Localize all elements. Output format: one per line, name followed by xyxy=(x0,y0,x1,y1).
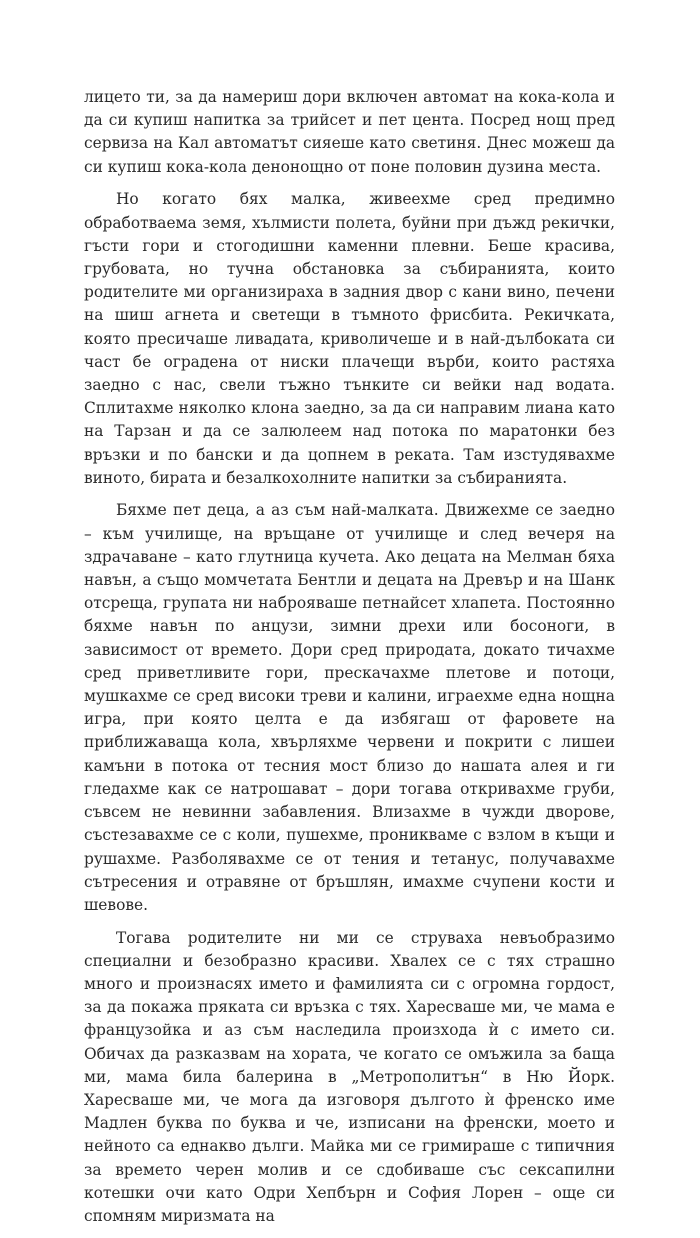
paragraph-2: Но когато бях малка, живеехме сред предимно обработваема земя, хълмисти полета, буйни при дъжд рекички, гъсти гори и стогодишни каменни плевни. Беше красива, грубовата, но тучна обстановка за събиранията, които родителите ми организираха в задния двор с кани вино, печени на шиш агнета и светещи в тъмното фрисбита. Рекичката, която пресичаше ливадата, криволичеше и в най-дълбоката си част бе оградена от ниски плачещи върби, които растяха заедно с нас, свели тъжно тънките си вейки над водата. Сплитахме няколко клона заедно, за да си направим лиана като на Тарзан и да се залюлеем над потока по маратонки без връзки и по бански и да цопнем в реката. Там изстудявахме виното, бирата и безалкохолните напитки за събиранията. xyxy=(84,190,615,487)
paragraph-4: Тогава родителите ни ми се струваха невъобразимо специални и безобразно красиви. Хвалех се с тях страшно много и произнасях името и фамилията си с огромна гордост, за да покажа пряката си връзка с тях. Харесваше ми, че мама е французойка и аз съм наследила произхода ѝ с името си. Обичах да разказвам на хората, че когато се омъжила за баща ми, мама била балерина в „Метрополитън“ в Ню Йорк. Харесваше ми, че мога да изговоря дългото ѝ френско име Мадлен буква по буква и че, изписани на френски, моето и нейното са еднакво дълги. Майка ми се гримираше с типичния за времето черен молив и се сдобиваше със сексапилни котешки очи като Одри Хепбърн и София Лорен – още си спомням миризмата на xyxy=(84,928,615,1226)
paragraph-3: Бяхме пет деца, а аз съм най-малката. Движехме се заедно – към училище, на връщане от училище и след вечеря на здрачаване – като глутница кучета. Ако децата на Мелман бяха навън, а също момчетата Бентли и децата на Древър и на Шанк отсреща, групата ни наброяваше петнайсет хлапета. Постоянно бяхме навън по анцузи, зимни дрехи или босоноги, в зависимост от времето. Дори сред природата, докато тичахме сред приветливите гори, прескачахме плетове и потоци, мушкахме се сред високи треви и калини, играехме една нощна игра, при която целта е да избягаш от фаровете на приближаваща кола, хвърляхме червени и покрити с лишеи камъни в потока от тесния мост близо до нашата алея и ги гледахме как се натрошават – дори тогава откривахме груби, съвсем не невинни забавления. Влизахме в чужди дворове, състезавахме се с коли, пушехме, проникваме с взлом в къщи и рушахме. Разболявахме се от тения и тетанус, получавахме сътресения и отравяне от бръшлян, имахме счупени кости и шевове. xyxy=(84,501,615,914)
book-page xyxy=(84,86,615,1238)
paragraph-1: лицето ти, за да намериш дори включен автомат на кока-кола и да си купиш напитка за трийсет и пет цента. Посред нощ пред сервиза на Кал автоматът сияеше като светиня. Днес можеш да си купиш кока-кола денонощно от поне половин дузина места. xyxy=(84,88,615,176)
